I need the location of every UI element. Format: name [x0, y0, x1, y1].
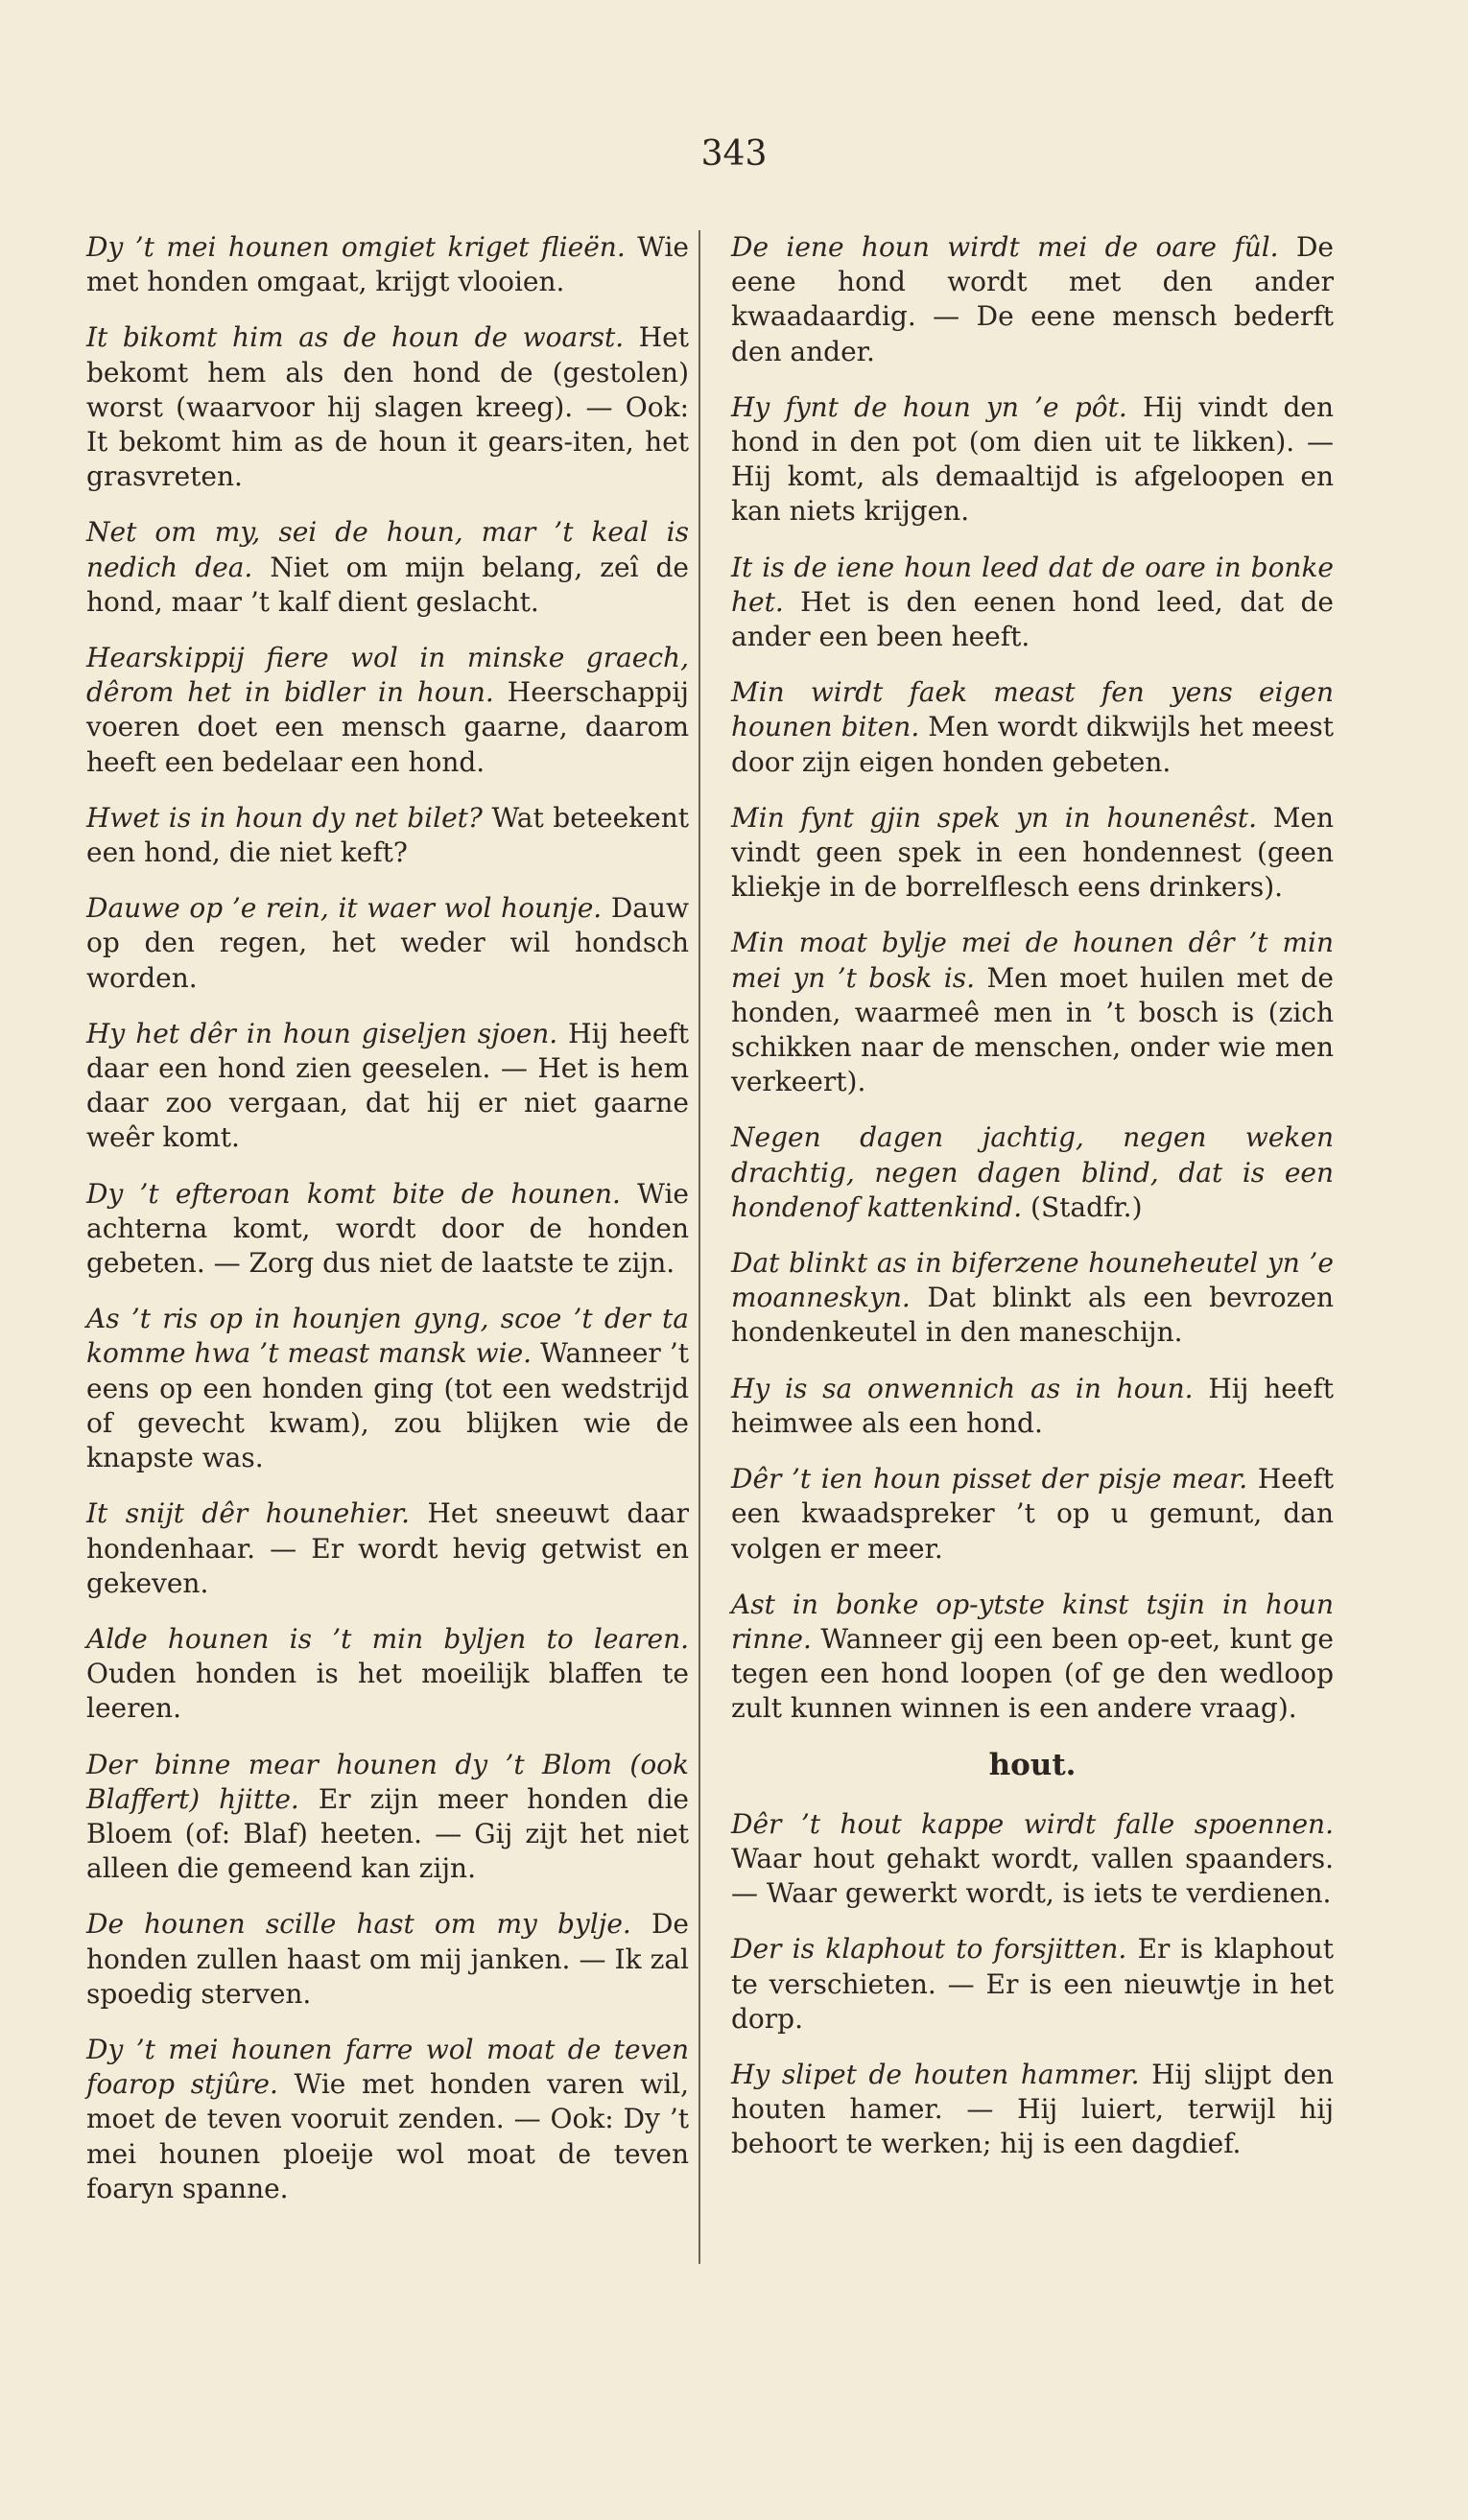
- frisian-proverb: It bikomt him as de houn de woarst.: [86, 321, 625, 354]
- frisian-proverb: Alde hounen is ’t min byljen to learen.: [86, 1622, 689, 1655]
- proverb-entry: [86, 1748, 689, 1887]
- proverb-entry: [86, 1017, 689, 1156]
- proverb-entry: [731, 1462, 1334, 1566]
- frisian-proverb: Min wirdt faek meast fen yens eigen hounen biten.: [731, 676, 1334, 743]
- dutch-translation: Men vindt geen spek in een hondennest (geen kliekje in de borrelflesch eens drinkers).: [731, 801, 1334, 904]
- dutch-translation: Dat blinkt als een bevrozen hondenkeutel in den maneschijn.: [731, 1282, 1335, 1349]
- frisian-proverb: It is de iene houn leed dat de oare in bonke het.: [731, 551, 1334, 618]
- frisian-proverb: Hwet is in houn dy net bilet?: [86, 801, 483, 834]
- proverb-entry: [731, 675, 1334, 780]
- dutch-translation: Hij heeft daar een hond zien geeselen. — Het is hem daar zoo vergaan, dat hij er niet gaarne weêr komt.: [86, 1017, 689, 1154]
- proverb-entry: [86, 891, 689, 996]
- proverb-entry: [86, 801, 689, 870]
- proverb-entry: [731, 926, 1334, 1099]
- section-heading: hout.: [988, 1747, 1077, 1782]
- frisian-proverb: Hearskippij fiere wol in minske graech, dêrom het in bidler in houn.: [86, 642, 689, 709]
- frisian-proverb: Dat blinkt as in biferzene houneheutel yn ’e moanneskyn.: [731, 1247, 1334, 1314]
- proverb-entry: [731, 1246, 1334, 1351]
- dutch-translation: Er is klaphout te verschieten. — Er is een nieuwtje in het dorp.: [731, 1933, 1334, 2035]
- dutch-translation: Het is den eenen hond leed, dat de ander een been heeft.: [731, 585, 1334, 653]
- proverb-entry: [731, 1120, 1334, 1225]
- proverb-entry: [86, 641, 689, 780]
- dutch-translation: De eene hond wordt met den ander kwaadaardig. — De eene mensch bederft den ander.: [731, 231, 1335, 367]
- proverb-entry: [731, 2058, 1334, 2162]
- proverb-entry: [86, 230, 689, 299]
- proverb-entry: [86, 1302, 689, 1475]
- proverb-entry: [731, 551, 1334, 655]
- proverb-entry: [86, 320, 689, 494]
- frisian-proverb: Hy het dêr in houn giseljen sjoen.: [86, 1017, 558, 1049]
- dutch-translation: Hij vindt den hond in den pot (om dien uit te likken). — Hij komt, als demaaltijd is afgeloopen en kan niets krijgen.: [731, 390, 1334, 528]
- frisian-proverb: Dy ’t efteroan komt bite de hounen.: [86, 1177, 621, 1210]
- dutch-translation: Het bekomt hem als den hond de (gestolen) worst (waarvoor hij slagen kreeg). — Ook: It bekomt him as de houn it gears-iten, het grasvreten.: [86, 321, 689, 493]
- proverb-entry: [731, 1588, 1334, 1727]
- proverb-entry: [731, 1807, 1334, 1912]
- frisian-proverb: Net om my, sei de houn, mar ’t keal is nedich dea.: [86, 516, 689, 583]
- dutch-translation: Heeft een kwaadspreker ’t op u gemunt, dan volgen er meer.: [731, 1463, 1335, 1565]
- proverb-entry: [86, 1177, 689, 1282]
- frisian-proverb: Hy slipet de houten hammer.: [731, 2058, 1140, 2090]
- right-column: [731, 230, 1334, 2183]
- dutch-translation: Wanneer ’t eens op een honden ging (tot een wedstrijd of gevecht kwam), zou blijken wie de knapste was.: [86, 1337, 689, 1474]
- proverb-entry: [731, 801, 1334, 906]
- dutch-translation: Ouden honden is het moeilijk blaffen te leeren.: [86, 1658, 689, 1725]
- frisian-proverb: De hounen scille hast om my bylje.: [86, 1908, 631, 1941]
- frisian-proverb: Min fynt gjin spek yn in hounenêst.: [731, 801, 1258, 834]
- left-column: [86, 230, 689, 2227]
- proverb-entry: [86, 515, 689, 620]
- dutch-translation: Men wordt dikwijls het meest door zijn eigen honden gebeten.: [731, 711, 1334, 778]
- proverb-entry: [731, 1372, 1334, 1441]
- frisian-proverb: It snijt dêr hounehier.: [86, 1497, 411, 1530]
- proverb-entry: [731, 390, 1334, 530]
- dutch-translation: Wat beteekent een hond, die niet keft?: [86, 801, 689, 869]
- dutch-translation: Dauw op den regen, het weder wil hondsch worden.: [86, 892, 689, 994]
- frisian-proverb: Hy fynt de houn yn ’e pôt.: [731, 390, 1127, 423]
- right-column-entries: [731, 230, 1334, 1727]
- dutch-translation: Wie met honden varen wil, moet de teven vooruit zenden. — Ook: Dy ’t mei hounen ploeije wol moat de teven foaryn spanne.: [86, 2068, 689, 2204]
- proverb-entry: [731, 1932, 1334, 2037]
- proverb-entry: [86, 1496, 689, 1601]
- frisian-proverb: Dy ’t mei hounen farre wol moat de teven foarop stjûre.: [86, 2033, 689, 2101]
- proverb-entry: [86, 1907, 689, 2012]
- frisian-proverb: Dêr ’t hout kappe wirdt falle spoennen.: [731, 1807, 1334, 1840]
- frisian-proverb: Der is klaphout to forsjitten.: [731, 1933, 1127, 1966]
- dutch-translation: De honden zullen haast om mij janken. — Ik zal spoedig sterven.: [86, 1908, 689, 2010]
- frisian-proverb: Negen dagen jachtig, negen weken drachtig, negen dagen blind, dat is een hondenof kattenkind.: [731, 1121, 1334, 1223]
- page-number: 343: [700, 134, 768, 174]
- dutch-translation: (Stadfr.): [1030, 1190, 1143, 1223]
- column-divider: [698, 230, 700, 2264]
- dutch-translation: Hij slijpt den houten hamer. — Hij luiert, terwijl hij behoort te werken; hij is een dagdief.: [731, 2058, 1334, 2160]
- dutch-translation: Hij heeft heimwee als een hond.: [731, 1372, 1334, 1439]
- dutch-translation: Wanneer gij een been op-eet, kunt ge tegen een hond loopen (of ge den wedloop zult kunnen winnen is een andere vraag).: [731, 1622, 1334, 1725]
- frisian-proverb: Dauwe op ’e rein, it waer wol hounje.: [86, 892, 603, 925]
- proverb-entry: [86, 1622, 689, 1727]
- dutch-translation: Waar hout gehakt wordt, vallen spaanders. — Waar gewerkt wordt, is iets te verdienen.: [731, 1842, 1334, 1910]
- frisian-proverb: De iene houn wirdt mei de oare fûl.: [731, 231, 1279, 263]
- frisian-proverb: As ’t ris op in hounjen gyng, scoe ’t der ta komme hwa ’t meast mansk wie.: [86, 1303, 689, 1370]
- frisian-proverb: Ast in bonke op-ytste kinst tsjin in houn rinne.: [731, 1588, 1334, 1655]
- dutch-translation: Wie achterna komt, wordt door de honden gebeten. — Zorg dus niet de laatste te zijn.: [86, 1177, 689, 1280]
- proverb-entry: [731, 230, 1334, 369]
- frisian-proverb: Dêr ’t ien houn pisset der pisje mear.: [731, 1463, 1248, 1496]
- dutch-translation: Heerschappij voeren doet een mensch gaarne, daarom heeft een bedelaar een hond.: [86, 676, 689, 778]
- right-column-entries-after-heading: [731, 1807, 1334, 2162]
- dutch-translation: Wie met honden omgaat, krijgt vlooien.: [86, 231, 689, 298]
- proverb-entry: [86, 2033, 689, 2206]
- frisian-proverb: Hy is sa onwennich as in houn.: [731, 1372, 1194, 1404]
- dutch-translation: Het sneeuwt daar hondenhaar. — Er wordt hevig getwist en gekeven.: [86, 1497, 690, 1599]
- frisian-proverb: Der binne mear hounen dy ’t Blom (ook Blaffert) hjitte.: [86, 1748, 689, 1815]
- dutch-translation: Er zijn meer honden die Bloem (of: Blaf) heeten. — Gij zijt het niet alleen die gemeend kan zijn.: [86, 1782, 689, 1885]
- frisian-proverb: Min moat bylje mei de hounen dêr ’t min mei yn ’t bosk is.: [731, 927, 1334, 994]
- dutch-translation: Men moet huilen met de honden, waarmeê men in ’t bosch is (zich schikken naar de menschen, onder wie men verkeert).: [731, 961, 1334, 1098]
- dutch-translation: Niet om mijn belang, zeî de hond, maar ’t kalf dient geslacht.: [86, 551, 690, 618]
- frisian-proverb: Dy ’t mei hounen omgiet kriget flieën.: [86, 231, 626, 263]
